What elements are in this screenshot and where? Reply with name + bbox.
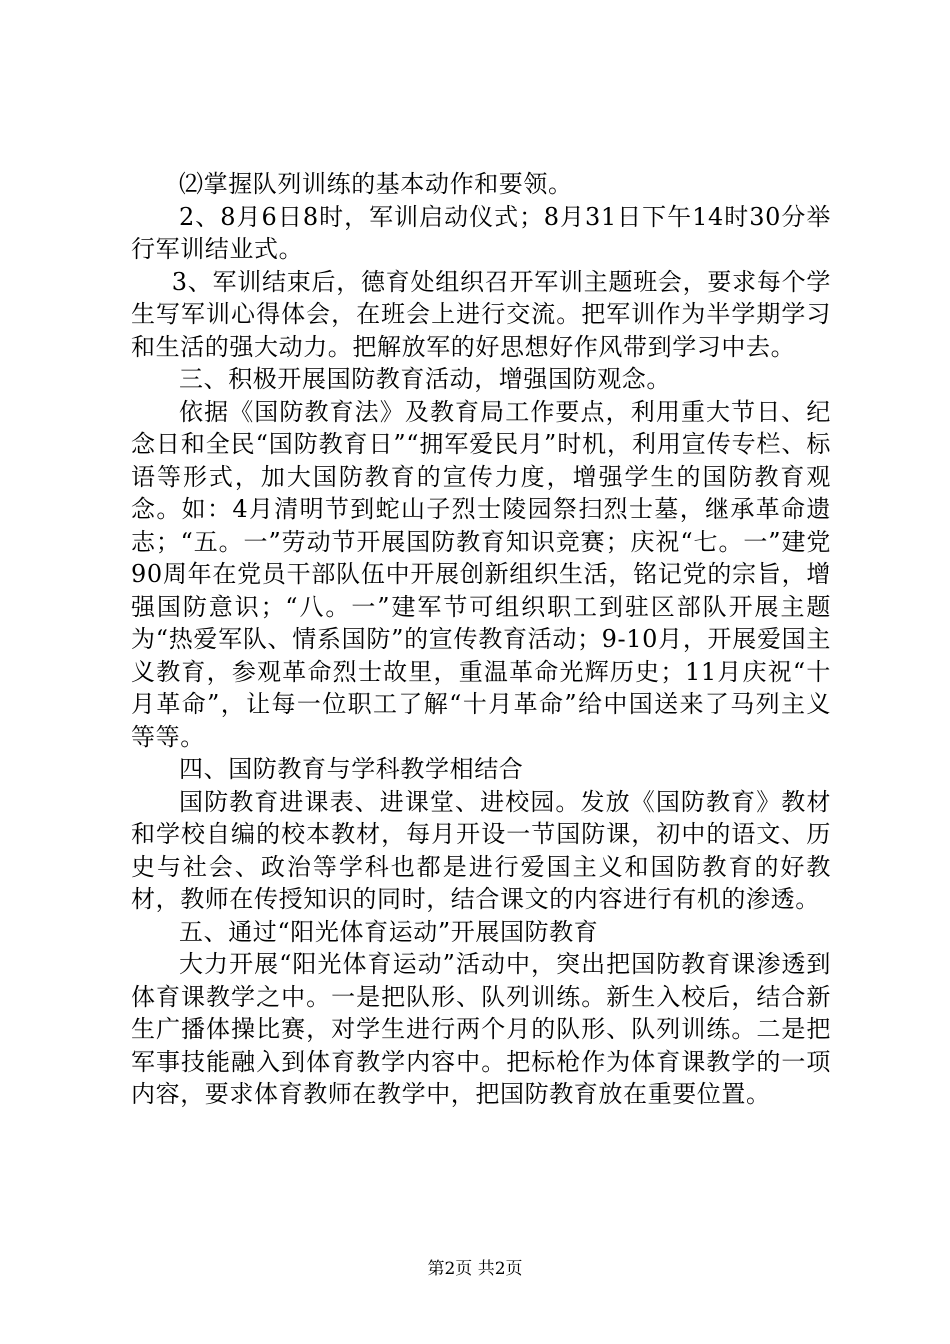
paragraph-after-training: 3、军训结束后，德育处组织召开军训主题班会，要求每个学生写军训心得体会，在班会上进行交流。把军训作为半学期学习和生活的强大动力。把解放军的好思想好作风带到学习中去。 xyxy=(131,267,831,361)
paragraph-queue-training: ⑵掌握队列训练的基本动作和要领。 xyxy=(179,170,573,198)
section-heading-3: 三、积极开展国防教育活动，增强国防观念。 xyxy=(179,365,671,393)
page-footer: 第2页 共2页 xyxy=(427,1259,523,1279)
paragraph-subject-teaching: 国防教育进课表、进课堂、进校园。发放《国防教育》教材和学校自编的校本教材，每月开设一节国防课，初中的语文、历史与社会、政治等学科也都是进行爱国主义和国防教育的好教材，教师在传授知识的同时，结合课文的内容进行有机的渗透。 xyxy=(131,787,831,913)
paragraph-training-schedule: 2、8月6日8时，军训启动仪式；8月31日下午14时30分举行军训结业式。 xyxy=(131,202,831,263)
paragraph-sunshine-sports: 大力开展“阳光体育运动”活动中，突出把国防教育课渗透到体育课教学之中。一是把队形、队列训练。新生入校后，结合新生广播体操比赛，对学生进行两个月的队形、队列训练。二是把军事技能融入到体育教学内容中。把标枪作为体育课教学的一项内容，要求体育教师在教学中，把国防教育放在重要位置。 xyxy=(131,950,831,1108)
document-body xyxy=(131,168,831,1111)
section-heading-5: 五、通过“阳光体育运动”开展国防教育 xyxy=(179,917,599,946)
paragraph-defense-activities: 依据《国防教育法》及教育局工作要点，利用重大节日、纪念日和全民“国防教育日”“拥军爱民月”时机，利用宣传专栏、标语等形式，加大国防教育的宣传力度，增强学生的国防教育观念。如：4月清明节到蛇山子烈士陵园祭扫烈士墓，继承革命遗志；“五。一”劳动节开展国防教育知识竞赛；庆祝“七。一”建党90周年在党员干部队伍中开展创新组织生活，铭记党的宗旨，增强国防意识；“八。一”建军节可组织职工到驻区部队开展主题为“热爱军队、情系国防”的宣传教育活动；9-10月，开展爱国主义教育，参观革命烈士故里，重温革命光辉历史；11月庆祝“十月革命”，让每一位职工了解“十月革命”给中国送来了马列主义等等。 xyxy=(131,397,831,751)
section-heading-4: 四、国防教育与学科教学相结合 xyxy=(179,755,524,783)
